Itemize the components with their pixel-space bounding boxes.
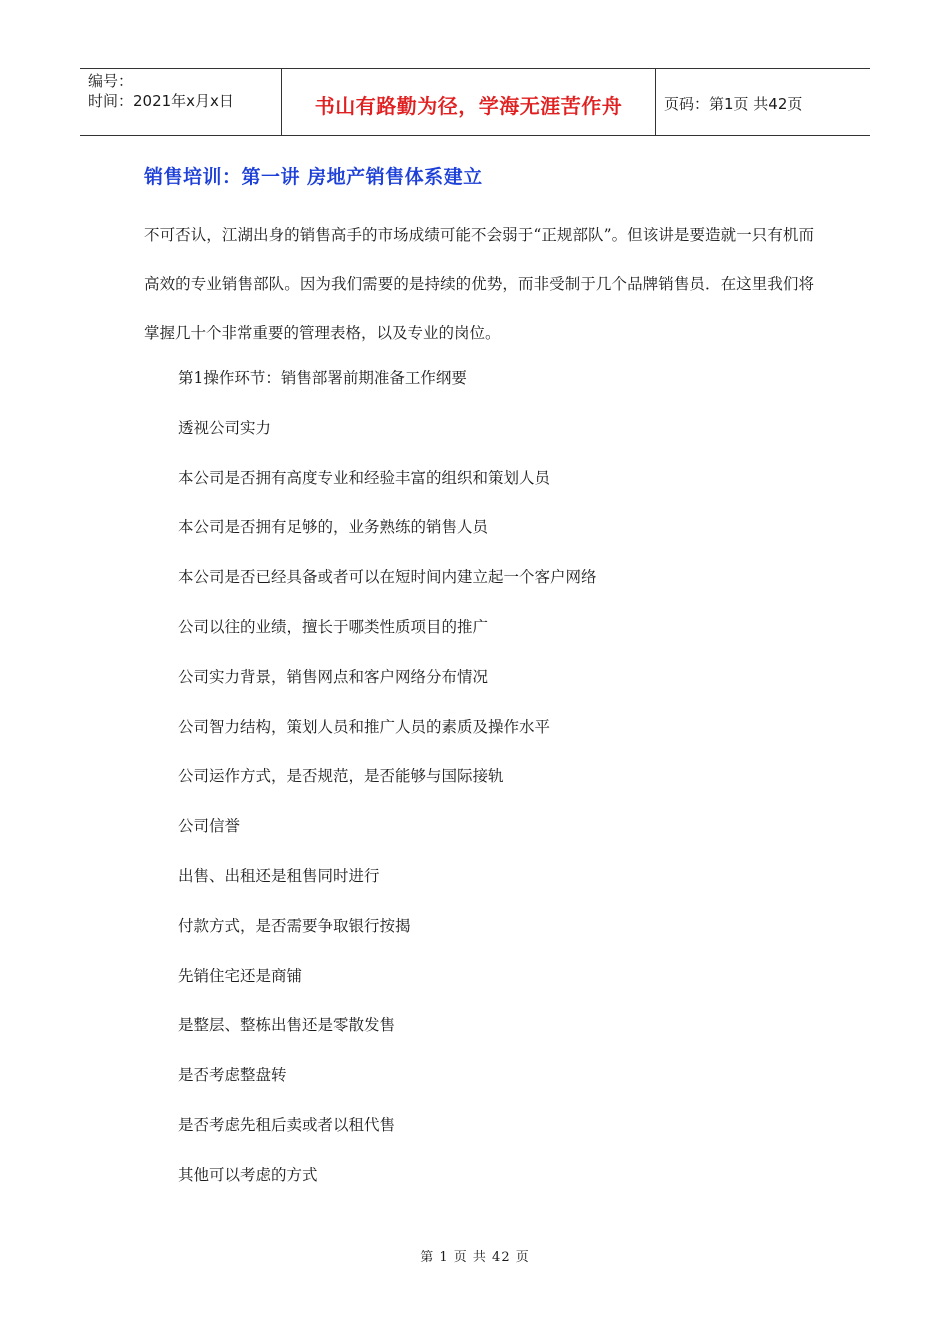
list-item: 是否考虑整盘转 [178, 1066, 287, 1085]
list-item: 公司信誉 [178, 817, 241, 836]
page-footer: 第 1 页 共 42 页 [420, 1250, 530, 1265]
list-item: 出售、出租还是租售同时进行 [178, 866, 380, 885]
list-item: 公司运作方式，是否规范，是否能够与国际接轨 [178, 767, 504, 786]
list-item: 是否考虑先租后卖或者以租代售 [178, 1115, 396, 1134]
list-item: 公司以往的业绩，擅长于哪类性质项目的推广 [178, 617, 489, 636]
list-item: 其他可以考虑的方式 [178, 1165, 318, 1184]
list-item: 先销住宅还是商铺 [178, 966, 303, 985]
document-number-label: 编号： [88, 72, 134, 90]
header-motto: 书山有路勤为径，学海无涯苦作舟 [282, 69, 656, 135]
list-item: 公司智力结构，策划人员和推广人员的素质及操作水平 [178, 717, 551, 736]
list-item: 本公司是否拥有足够的，业务熟练的销售人员 [178, 518, 489, 537]
list-item: 第1操作环节：销售部署前期准备工作纲要 [178, 369, 467, 387]
list-item: 付款方式，是否需要争取银行按揭 [178, 916, 411, 935]
header-table [80, 68, 870, 136]
list-item: 是整层、整栋出售还是零散发售 [178, 1016, 396, 1035]
document-title: 销售培训：第一讲 房地产销售体系建立 [144, 166, 483, 188]
list-item: 公司实力背景，销售网点和客户网络分布情况 [178, 667, 489, 686]
header-page-info: 页码：第1页 共42页 [664, 94, 803, 113]
header-meta-cell [80, 69, 282, 135]
document-time-label: 时间：2021年x月x日 [88, 92, 234, 110]
content-list [178, 354, 597, 1201]
intro-paragraph: 不可否认，江湖出身的销售高手的市场成绩可能不会弱于“正规部队”。但该讲是要造就一只有机而高效的专业销售部队。因为我们需要的是持续的优势，而非受制于几个品牌销售员．在这里我们将掌握几十个非常重要的管理表格，以及专业的岗位。 [144, 226, 814, 342]
list-item: 透视公司实力 [178, 418, 272, 437]
list-item: 本公司是否已经具备或者可以在短时间内建立起一个客户网络 [178, 568, 597, 587]
list-item: 本公司是否拥有高度专业和经验丰富的组织和策划人员 [178, 468, 551, 487]
